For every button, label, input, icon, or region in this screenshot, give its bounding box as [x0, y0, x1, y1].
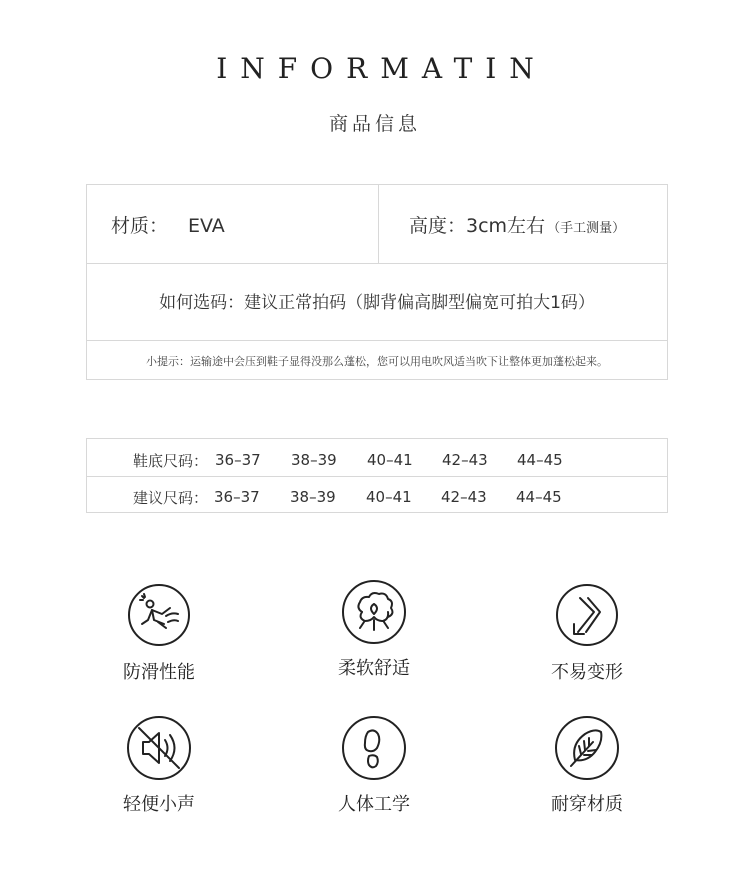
page-title: INFORMATIN	[216, 52, 547, 85]
info-row-howto	[87, 263, 667, 341]
material-label: 材质：	[111, 215, 169, 237]
size-table	[86, 438, 668, 513]
feature-label: 轻便小声	[123, 794, 195, 815]
feature-label: 防滑性能	[123, 662, 195, 683]
size-value: 40–41	[367, 451, 413, 469]
size-row-suggested	[87, 476, 667, 513]
size-value: 40–41	[366, 488, 412, 506]
info-row-material-height	[87, 185, 667, 264]
footprint-icon	[342, 716, 406, 780]
size-value: 44–45	[517, 451, 563, 469]
feature-anti-deform	[512, 584, 662, 684]
feature-ergonomic	[299, 716, 449, 816]
feature-label: 不易变形	[551, 662, 623, 683]
cotton-icon	[342, 580, 406, 644]
size-value: 42–43	[441, 488, 487, 506]
height-value: 3cm左右	[466, 215, 546, 237]
size-row-label: 建议尺码：	[133, 489, 209, 507]
bend-arrow-icon	[556, 584, 618, 646]
slip-person-icon	[128, 584, 190, 646]
material-value: EVA	[188, 215, 225, 237]
feature-quiet	[84, 716, 234, 816]
product-info-table	[86, 184, 668, 380]
feature-durable	[512, 716, 662, 816]
cell-divider	[378, 185, 379, 263]
feature-anti-slip	[84, 584, 234, 684]
feature-soft	[299, 580, 449, 680]
size-value: 36–37	[214, 488, 260, 506]
mute-speaker-icon	[127, 716, 191, 780]
size-value: 38–39	[290, 488, 336, 506]
size-value: 38–39	[291, 451, 337, 469]
height-note: （手工测量）	[547, 221, 626, 236]
leaf-icon	[555, 716, 619, 780]
material-cell	[111, 211, 225, 238]
feature-label: 人体工学	[338, 794, 410, 815]
info-row-tip	[87, 340, 667, 379]
height-label: 高度：	[409, 215, 467, 237]
height-cell	[409, 211, 625, 238]
feature-label: 耐穿材质	[551, 794, 623, 815]
shipping-tip: 小提示：运输途中会压到鞋子显得没那么蓬松，您可以用电吹风适当吹下让整体更加蓬松起来。	[146, 355, 608, 368]
feature-label: 柔软舒适	[338, 658, 410, 679]
size-value: 44–45	[516, 488, 562, 506]
size-value: 36–37	[215, 451, 261, 469]
page-subtitle: 商品信息	[328, 113, 421, 135]
size-row-sole	[87, 439, 667, 477]
size-advice: 如何选码：建议正常拍码（脚背偏高脚型偏宽可拍大1码）	[159, 293, 595, 313]
size-row-label: 鞋底尺码：	[133, 452, 209, 470]
size-value: 42–43	[442, 451, 488, 469]
